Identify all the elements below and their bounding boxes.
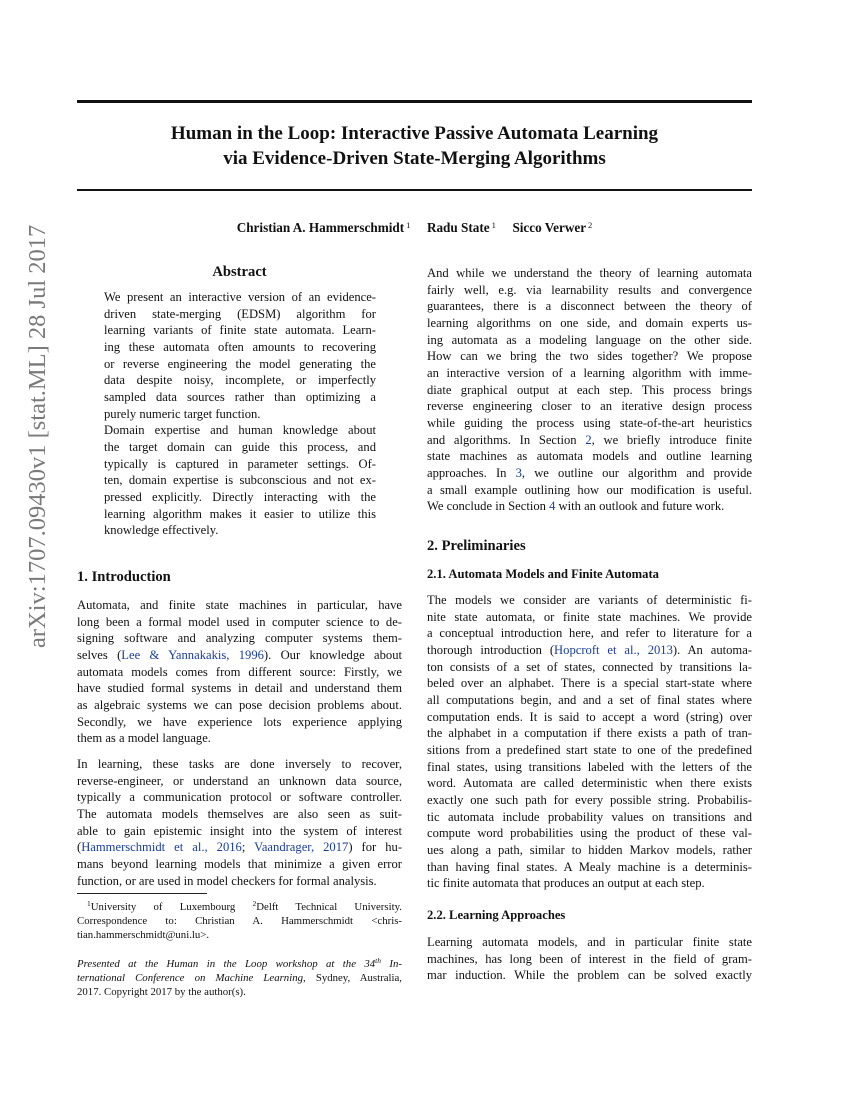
- text-line: mans beyond learning models that minimize a given error: [77, 856, 402, 871]
- text-line: learning algorithm makes it easier to utilize this: [104, 506, 376, 521]
- text-span: , we outline our algorithm and provide: [521, 465, 753, 480]
- text-line: state machines as automata models and outline learning: [427, 449, 752, 464]
- text-line: The automata models themselves are also seen as suit-: [77, 806, 402, 821]
- text-line: Automata, and finite state machines in particular, have: [77, 598, 402, 612]
- text-span: and algorithms. In Section: [427, 432, 586, 447]
- text-span: In-: [381, 958, 402, 970]
- author-affiliation: 1: [491, 220, 496, 230]
- text-line: as algebraic systems we can pose decision problems about.: [77, 697, 402, 712]
- text-line: purely numeric target function.: [104, 406, 261, 421]
- citation-link[interactable]: Lee & Yannakakis, 1996: [121, 647, 264, 662]
- text-line: reverse engineering closer to an iterative design process: [427, 399, 752, 414]
- title-line-1: Human in the Loop: Interactive Passive Automata Learning: [170, 123, 659, 144]
- text-span: University of Luxembourg: [90, 901, 236, 913]
- text-span: with an outlook and future work.: [555, 499, 725, 514]
- text-line: signing software and analyzing computer systems them-: [77, 631, 402, 646]
- text-line: ues along a path, similar to hidden Markov models, rather: [427, 842, 752, 857]
- text-line: ten, domain expertise is subconscious and not ex-: [104, 473, 376, 488]
- text-line: The models we consider are variants of deterministic fi-: [427, 593, 752, 607]
- section-link[interactable]: 4: [549, 499, 556, 514]
- text-line: compute word probabilities using the product of these val-: [427, 826, 752, 841]
- text-span: , Sydney, Australia,: [303, 972, 403, 984]
- text-line: diate graphical output at each step. This process brings: [427, 382, 752, 397]
- venue-footnote: [77, 954, 402, 999]
- author-affiliation: 2: [588, 220, 593, 230]
- text-line: machines, has long been of interest in the field of gram-: [427, 951, 752, 966]
- text-line: or reverse engineering the model generating the: [104, 356, 376, 371]
- text-line: And while we understand the theory of learning automata: [427, 266, 752, 280]
- text-line: [427, 642, 752, 659]
- text-span: ) for hu-: [348, 840, 403, 855]
- text-span: selves (: [77, 647, 122, 662]
- text-line: Learning automata models, and in particular finite state: [427, 935, 752, 949]
- abstract-body: [104, 289, 376, 539]
- citation-link[interactable]: Hopcroft et al., 2013: [554, 642, 673, 657]
- title-line-2: via Evidence-Driven State-Merging Algorithms: [223, 148, 606, 169]
- text-span: (: [77, 840, 82, 855]
- text-line: [427, 465, 752, 482]
- section-link[interactable]: 3: [515, 465, 522, 480]
- text-line: a conceptual introduction here, and refer to literature for a: [427, 626, 752, 641]
- abstract-heading: Abstract: [212, 264, 267, 280]
- text-line: while guiding the process using state-of-the-art heuristics: [427, 415, 752, 430]
- author-affiliation: 1: [406, 220, 411, 230]
- text-line: final states, using transitions labeled with the letters of the: [427, 759, 752, 774]
- text-span: ). Our knowledge about: [263, 647, 402, 662]
- text-line: [77, 897, 402, 914]
- subsection-heading-automata: 2.1. Automata Models and Finite Automata: [427, 567, 659, 581]
- footnote-rule: [77, 893, 207, 894]
- author-name: Sicco Verwer: [512, 220, 587, 235]
- text-span: , we briefly introduce finite: [591, 432, 752, 447]
- text-line: able to gain epistemic insight into the system of interest: [77, 823, 402, 838]
- text-line: [77, 839, 402, 856]
- text-span: ternational Conference on Machine Learning: [77, 972, 303, 984]
- footnote-mark: 1: [87, 899, 91, 908]
- text-line: learning algorithms on one side, and domain experts us-: [427, 315, 752, 330]
- text-line: [77, 954, 402, 971]
- section-heading-introduction: 1. Introduction: [77, 569, 171, 585]
- subsection-heading-learning: 2.2. Learning Approaches: [427, 908, 566, 922]
- title-top-rule: [77, 100, 752, 103]
- text-line: guarantees, there is a disconnect between the theory of: [427, 299, 752, 314]
- text-line: knowledge effectively.: [104, 523, 219, 538]
- text-line: have studied formal systems in detail and understand them: [77, 681, 402, 696]
- right-paragraph-1: [427, 265, 752, 515]
- text-line: tic finite automata that produces an output at each step.: [427, 876, 705, 891]
- text-line: [427, 432, 752, 449]
- right-paragraph-3: [427, 934, 752, 984]
- text-line: driven state-merging (EDSM) algorithm for: [104, 306, 376, 321]
- text-line: 2017. Copyright 2017 by the author(s).: [77, 986, 246, 998]
- text-line: computation ends. It is said to accept a word (string) over: [427, 709, 752, 724]
- text-line: We present an interactive version of an evidence-: [104, 290, 376, 304]
- text-span: thorough introduction (: [427, 642, 555, 657]
- intro-paragraph-1: [77, 597, 402, 747]
- author-list: [77, 220, 752, 236]
- text-line: ton consists of a set of states, connected by transitions la-: [427, 659, 752, 674]
- text-line: beled over an alphabet. There is a special start-state where: [427, 676, 752, 691]
- arxiv-stamp: arXiv:1707.09430v1 [stat.ML] 28 Jul 2017: [24, 224, 51, 648]
- text-line: learning variants of finite state automata. Learn-: [104, 323, 376, 338]
- text-line: [427, 498, 752, 515]
- text-line: pressed explicitly. Directly interacting with the: [104, 489, 376, 504]
- text-line: automata models comes from different source: Firstly, we: [77, 664, 402, 679]
- author-name: Christian A. Hammerschmidt: [236, 220, 405, 235]
- intro-paragraph-2: [77, 756, 402, 889]
- section-link[interactable]: 2: [585, 432, 592, 447]
- author-name: Radu State: [426, 220, 490, 235]
- text-line: tic automata include probability values on transitions and: [427, 809, 752, 824]
- text-line: long been a formal model used in computer science to de-: [77, 614, 402, 629]
- right-paragraph-2: [427, 592, 752, 892]
- footnote-mark: 2: [252, 899, 257, 908]
- text-line: data despite noisy, incomplete, or imperfectly: [104, 373, 376, 388]
- text-line: [77, 971, 402, 985]
- text-span: th: [375, 956, 382, 965]
- text-line: tian.hammerschmidt@uni.lu>.: [77, 929, 210, 941]
- text-line: sitions from a predefined start state to one of the predefined: [427, 742, 752, 757]
- text-span: We conclude in Section: [427, 499, 550, 514]
- text-line: exactly one such path for every possible string. Probabilis-: [427, 792, 752, 807]
- text-line: sampled data sources rather than optimizing a: [104, 389, 376, 404]
- text-line: typically a communication protocol or software controller.: [77, 790, 402, 805]
- title-bottom-rule: [77, 189, 752, 191]
- text-span: ;: [241, 840, 255, 855]
- affiliation-footnote: [77, 897, 402, 942]
- citation-link[interactable]: Hammerschmidt et al., 2016: [81, 840, 242, 855]
- text-line: all computations begin, and and a set of final states where: [427, 692, 752, 707]
- paper-title: [77, 121, 752, 171]
- text-line: them as a model language.: [77, 731, 211, 746]
- text-line: reverse-engineer, or understand an unknown data source,: [77, 773, 402, 788]
- text-line: the alphabet in a computation if there exists a path of tran-: [427, 726, 752, 741]
- text-line: Domain expertise and human knowledge about: [104, 423, 376, 438]
- text-span: Presented at the Human in the Loop workshop at the 34: [77, 958, 376, 970]
- text-line: ing automata as a modeling language on the other side.: [427, 332, 752, 347]
- text-span: approaches. In: [427, 465, 516, 480]
- text-line: In learning, these tasks are done inversely to recover,: [77, 757, 402, 771]
- text-line: fairly well, e.g. via learnability results and convergence: [427, 282, 752, 297]
- text-line: a small example outlining how our modification is useful.: [427, 482, 752, 497]
- text-span: Delft Technical University.: [256, 901, 402, 913]
- text-line: function, or are used in model checkers for formal analysis.: [77, 873, 377, 888]
- text-line: [77, 647, 402, 664]
- text-line: than having final states. A Mealy machine is a determinis-: [427, 859, 752, 874]
- text-line: an interactive version of a learning algorithm with imme-: [427, 365, 752, 380]
- section-heading-preliminaries: 2. Preliminaries: [427, 538, 526, 554]
- text-line: How can we bring the two sides together? We propose: [427, 349, 752, 364]
- text-line: mar induction. While the problem can be solved exactly: [427, 968, 752, 983]
- text-span: ). An automa-: [672, 642, 752, 657]
- text-line: Correspondence to: Christian A. Hammerschmidt <chris-: [77, 915, 402, 927]
- text-line: typically is captured in parameter settings. Of-: [104, 456, 376, 471]
- text-line: the target domain can guide this process, and: [104, 439, 376, 454]
- text-line: word. Automata are called deterministic when there exists: [427, 776, 752, 791]
- text-line: ing these automata often amounts to recovering: [104, 339, 376, 354]
- text-line: Secondly, we have experience lots experience applying: [77, 714, 402, 729]
- citation-link[interactable]: Vaandrager, 2017: [254, 840, 349, 855]
- text-line: nite state automata, or finite state machines. We provide: [427, 609, 752, 624]
